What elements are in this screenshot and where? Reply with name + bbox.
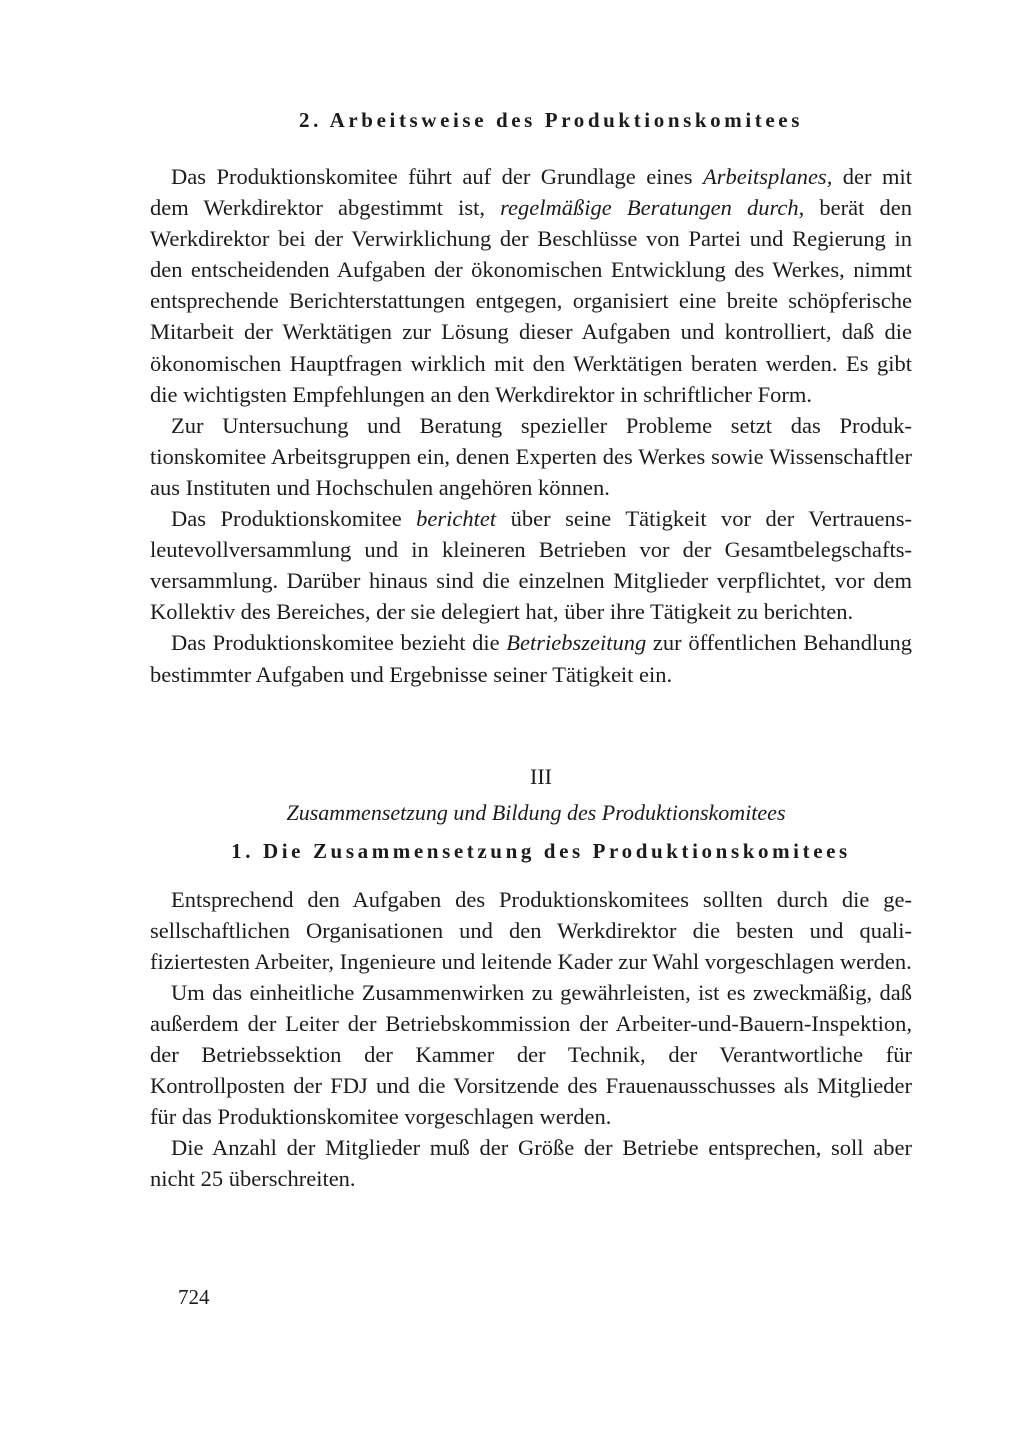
emphasis: berichtet: [416, 506, 497, 532]
emphasis: regelmäßige Beratungen durch,: [500, 195, 805, 221]
chapter-title: Zusammensetzung und Bildung des Produktionskomitees: [286, 799, 786, 825]
page-body: [150, 105, 912, 1195]
page-number: 724: [178, 1285, 210, 1309]
paragraph: Entsprechend den Aufgaben des Produktionskomitees sollten durch die gesellschaftlichen Organisationen und den Werkdirektor die besten und qualifiziertesten Arbeiter, Ingenieure und leitende Kader zur Wahl vorgeschlagen werden.: [150, 886, 912, 974]
paragraph: Das Produktionskomitee berichtet über seine Tätigkeit vor der Vertrauensleutevollversammlung und in kleineren Betrieben vor der Gesamtbelegschaftsversammlung. Darüber hinaus sind die einzelnen Mitglieder verpflichtet, vor dem Kollektiv des Bereiches, der sie delegiert hat, über ihre Tätigkeit zu berichten.: [150, 506, 912, 625]
paragraph: Das Produktionskomitee bezieht die Betriebszeitung zur öffentlichen Behandlung bestimmter Aufgaben und Ergebnisse seiner Tätigkeit ein.: [150, 630, 912, 687]
section-heading-zusammensetzung: 1. Die Zusammensetzung des Produktionskomitees: [231, 838, 851, 863]
chapter-numeral: III: [530, 763, 552, 789]
emphasis: Betriebszeitung: [506, 630, 647, 656]
paragraph: Die Anzahl der Mitglieder muß der Größe der Betriebe entsprechen, soll aber nicht 25 überschreiten.: [150, 1135, 912, 1192]
emphasis: Arbeitsplanes,: [702, 164, 833, 189]
paragraph: Das Produktionskomitee führt auf der Grundlage eines Arbeitsplanes, der mit dem Werkdirektor abgestimmt ist, regelmäßige Beratungen durch, berät den Werkdirektor bei der Verwirklichung der Beschlüsse von Partei und Regierung in den entscheidenden Aufgaben der ökonomischen Entwicklung des Werkes, nimmt entsprechende Berichterstattungen entgegen, organisiert eine breite schöpferische Mitarbeit der Werktätigen zur Lösung dieser Aufgaben und kontrolliert, daß die ökonomischen Hauptfragen wirklich mit den Werktätigen beraten werden. Es gibt die wichtigsten Empfehlungen an den Werkdirektor in schriftlicher Form.: [150, 164, 913, 407]
paragraph: Zur Untersuchung und Beratung spezieller Probleme setzt das Produktionskomitee Arbeitsgruppen ein, denen Experten des Werkes sowie Wissenschaftler aus Instituten und Hochschulen angehören können.: [150, 412, 912, 500]
section-heading-arbeitsweise: 2. Arbeitsweise des Produktionskomitees: [298, 108, 803, 132]
paragraph: Um das einheitliche Zusammenwirken zu gewährleisten, ist es zweckmäßig, daß außerdem der Leiter der Betriebskommission der Arbeiter-und-Bauern-Inspektion, der Betriebssektion der Kammer der Technik, der Verantwortliche für Kontrollposten der FDJ und die Vorsitzende des Frauenausschusses als Mitglieder für das Produktionskomitee vorgeschlagen werden.: [150, 979, 912, 1130]
